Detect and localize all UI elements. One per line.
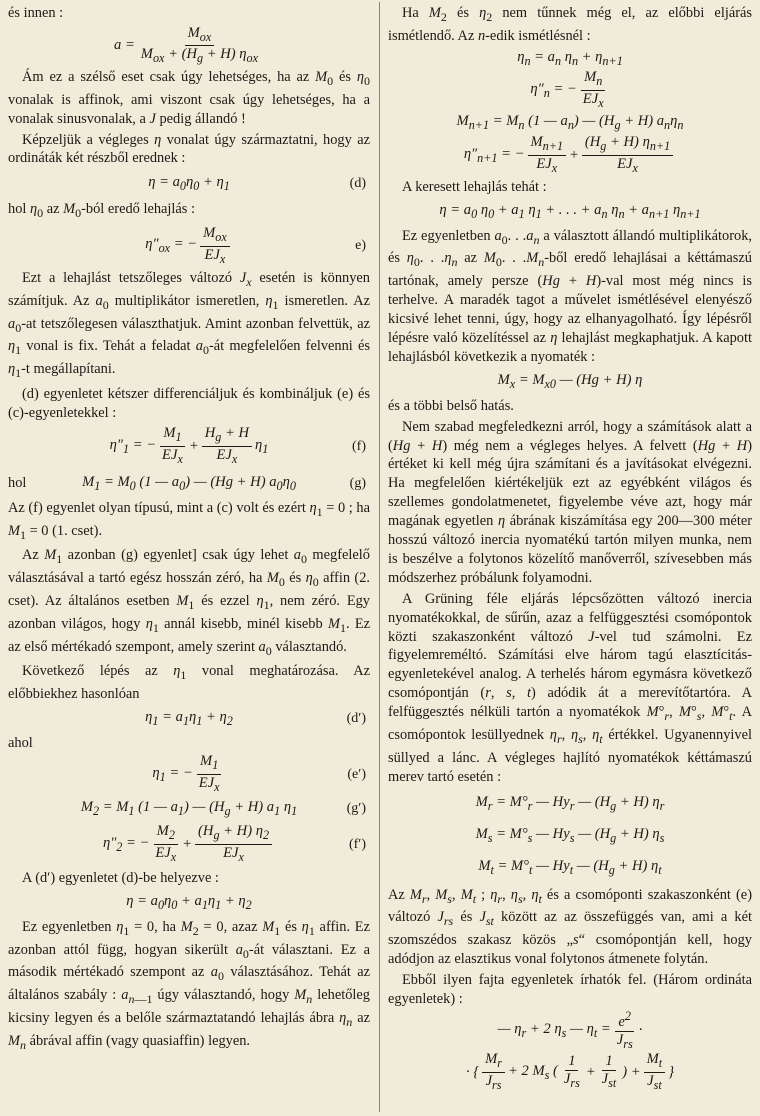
equation-n1: $\eta_n = a_n$ $\eta_n + \eta_{n+1}$ — [517, 48, 623, 68]
paragraph: Az (f) egyenlet olyan típusú, mint a (c) volt és ezért $\eta_1 = 0$ ; ha $M_1 = 0$ (1. cset). — [8, 499, 370, 542]
equation-f-prime: $\eta''_2$ = − $\frac{M_2}{EJ_x}$ + $\frac{(H_g + H) \eta_2}{EJ_x}$ (f′) — [102, 823, 366, 865]
paragraph: és a többi belső hatás. — [388, 397, 514, 414]
equation-n3: $M_{n+1} = M_n$ (1 — $a_n$) — $(H_g + H)$ $a_n\eta_n$ — [456, 112, 684, 132]
equation-e: $\eta''_{ox}$ = − $\frac{M_{ox}}{EJ_x}$ e) — [145, 224, 366, 266]
paragraph: (d) egyenletet kétszer differenciáljuk és kombináljuk (e) és (c)-egyenletekkel : — [8, 386, 370, 421]
equation-three-ordinate-2: · { $\frac{M_r}{J_{rs}}$ + 2 $M_s$ ( $\frac{1}{J_{rs}}$ + $\frac{1}{J_{st}}$ ) + $\frac{M_t}{J_{st}}$ } — [465, 1051, 675, 1093]
equation-total: $\eta = a_0$ $\eta_0 + a_1$ $\eta_1$ + . . . + $a_n$ $\eta_n + a_{n+1}$ $\eta_{n+1}$ — [439, 201, 701, 221]
label-hol: hol — [8, 475, 27, 492]
equation-mt: $M_t = M^\circ_t$ — $Hy_t$ — $(H_g + H)$ $\eta_t$ — [478, 857, 662, 877]
paragraph: Ez egyenletben $\eta_1 = 0$, ha $M_2 = 0$, azaz $M_1$ és $\eta_1$ affin. Ez azonban attól függ, hogyan sikerült $a_0-át$ választani. Ez a második mértékadó szempont az $a_0$ választásához. Tehát az általános szabály : $a_{n—1}$ úgy választandó, hogy $M_n$ lehetőleg kicsiny legyen és a belőle származtatandó lehajlás ábra $\eta_n$ az $M_n$ ábrával affin (vagy quasiaffin) legyen. — [8, 918, 371, 1052]
column-divider — [379, 2, 380, 1112]
label-ahol: ahol — [8, 734, 33, 751]
paragraph: Ezt a lehajlást tetszőleges változó $J_x$ esetén is könnyen számítjuk. Az $a_0$ multiplikátor ismeretlen, $\eta_1$ ismeretlen. Az $a_0-at$ tetszőlegesen választhatjuk. Amint azonban felvettük, az $\eta_1$ vonal is fix. Tehát a feladat $a_0-át$ megfelelően felvenni és $\eta_1-t$ megállapítani. — [8, 270, 370, 381]
equation-d-prime: $\eta_1 = a_1\eta_1 + \eta_2$ (d′) — [145, 709, 366, 728]
equation-n2: $\eta''_n$ = − $\frac{M_n}{EJ_x}$ — [530, 69, 604, 111]
equation-g: hol $M_1 = M_0$ (1 — $a_0$) — (Hg + H) $a_0\eta_0$ (g) — [8, 473, 366, 493]
paragraph: Ebből ilyen fajta egyenletek írhatók fel. (Három ordináta egyenletek) : — [388, 971, 752, 1007]
paragraph: A keresett lehajlás tehát : — [402, 178, 547, 195]
paragraph: és innen : — [8, 5, 64, 21]
equation-d: $\eta = a_0\eta_0 + \eta_1$ (d) — [148, 174, 366, 194]
paragraph: A (d′) egyenletet (d)-be helyezve : — [22, 869, 219, 886]
paragraph: Következő lépés az $\eta_1$ vonal meghatározása. Az előbbiekhez hasonlóan — [8, 663, 370, 703]
equation-three-ordinate-1: — $\eta_r + 2$ $\eta_s$ — $\eta_t$ = $\frac{e^2}{J_{rs}}$ · — [497, 1009, 643, 1052]
paragraph: A Grüning féle eljárás lépcsőzötten változó inercia nyomatékokkal, de sűrűn, azaz a felfüggesztési csomópontok közti szakaszonként változó J-vel tud számolni. Ez figyelemreméltó. Számítási elve három tagú elasztícitás-egyenletekével analog. A terhelés három egymásra következő csomópontján (r, s, t) adódik át a merevítőtartóra. A felfüggesztés nélküli tartón a nyomatékok $M^\circ_r$, $M^\circ_s$, $M^\circ_t$. A csomópontok lesüllyednek $\eta_r$, $\eta_s$, $\eta_t$ értékkel. Ugyanennyivel süllyed a lánc. A végleges hajlító nyomatékok kéttámaszú merev tartó esetén : — [388, 590, 753, 785]
paragraph: Az $M_r$, $M_s$, $M_t$ ; $\eta_r$, $\eta_s$, $\eta_t$ és a csomóponti szakaszonként (e) változó $J_{rs}$ és $J_{st}$ között az az összefüggés van, ami a két szomszédos szakasz közös „s“ csomópontján kell, hogy adódjon az elasztikus vonal folytonos átmenete folytán. — [388, 886, 752, 968]
paragraph: Az $M_1$ azonban (g) egyenlet] csak úgy lehet $a_0$ megfelelő választásával a tartó egész hosszán zéró, ha $M_0$ és $\eta_0$ affin (2. cset). Az általános esetben $M_1$ és ezzel $\eta_1$, nem zéró. Egy azonban világos, hogy $\eta_1$ annál kisebb, minél kisebb $M_1$. Ez az első mértékadó szempont, amely szerint $a_0$ választandó. — [8, 547, 371, 658]
left-column — [8, 4, 370, 1116]
equation-e-prime: $\eta_1$ = − $\frac{M_1}{EJ_x}$ (e′) — [152, 753, 366, 795]
equation-f: $\eta''_1$ = − $\frac{M_1}{EJ_x}$ + $\frac{H_g + H}{EJ_x}$ $\eta_1$ (f) — [109, 425, 366, 467]
equation-sum-two: $\eta = a_0\eta_0 + a_1\eta_1 + \eta_2$ — [126, 892, 252, 912]
equation-g-prime: $M_2 = M_1$ (1 — $a_1$) — $(H_g + H)$ $a_1$ $\eta_1$ (g′) — [80, 798, 366, 818]
paragraph: Ha $M_2$ és $\eta_2$ nem tűnnek még el, az előbbi eljárás ismétlendő. Az n-edik ismétlésnél : — [388, 5, 752, 44]
equation-mr: $M_r = M^\circ_r$ — $Hy_r$ — $(H_g + H)$ $\eta_r$ — [475, 793, 665, 813]
paragraph: Ez egyenletben $a_0$. . $.a_n$ a választott állandó multiplikátorok, és $\eta_0$. . $.\eta_n$ az $M_0$. . $.M_n$-ből eredő lehajlásai a kéttámaszú tartónak, amely persze (Hg + H)-val most még nincs is terhelve. A maradék tagot a művelet ismétlésével elenyésző kicsivé lehet tenni, úgy, hogy az elhanyagolható. Így lépésről lépésre való közelítéssel az η lehajlást megkaphatjuk. A kapott lehajlásból következik a nyomaték : — [388, 227, 753, 365]
equation-mx: $M_x = M_{x0}$ — (Hg + H) η — [497, 371, 643, 391]
right-column — [388, 4, 752, 1116]
paragraph: Ám ez a szélső eset csak úgy lehetséges, ha az $M_0$ és $\eta_0$ vonalak is affinok, ami viszont csak úgy lehetséges, ha a vonalak sinusvonalak, a J pedig állandó ! — [8, 68, 371, 127]
paragraph: Képzeljük a végleges η vonalat úgy származtatni, hogy az ordináták két részből erednek : — [8, 131, 370, 167]
paragraph: Nem szabad megfeledkezni arról, hogy a számítások alatt a (Hg + H) még nem a végleges helyes. A felvett (Hg + H) értéket ki kell még újra számítani és a javításokat elvégezni. Ha megfelelően kiértékeljük ezt az egyébként világos és szellemes gondolatmenetet, figyelembe véve azt, hogy már magának egyetlen η ábrának kiszámítása egy 200—300 méter hosszú változó inercia nyomatékú tartón milyen munka, nem is beszélve a folytonos közelítő manőverről, szívesebben más módszerhez próbálunk folyamodni. — [388, 418, 752, 586]
equation-ms: $M_s = M^\circ_s$ — $Hy_s$ — $(H_g + H)$ $\eta_s$ — [475, 825, 665, 845]
equation-a: a = $\frac{M_{ox}}{M_{ox} + (H_g + H) \eta_{ox}}$ — [114, 24, 258, 66]
equation-n4: $\eta''_{n+1}$ = − $\frac{M_{n+1}}{EJ_x}$ + $\frac{(H_g + H) \eta_{n+1}}{EJ_x}$ — [388, 136, 752, 176]
paragraph: hol $\eta_0$ az $M_0$-ból eredő lehajlás : — [8, 201, 196, 221]
